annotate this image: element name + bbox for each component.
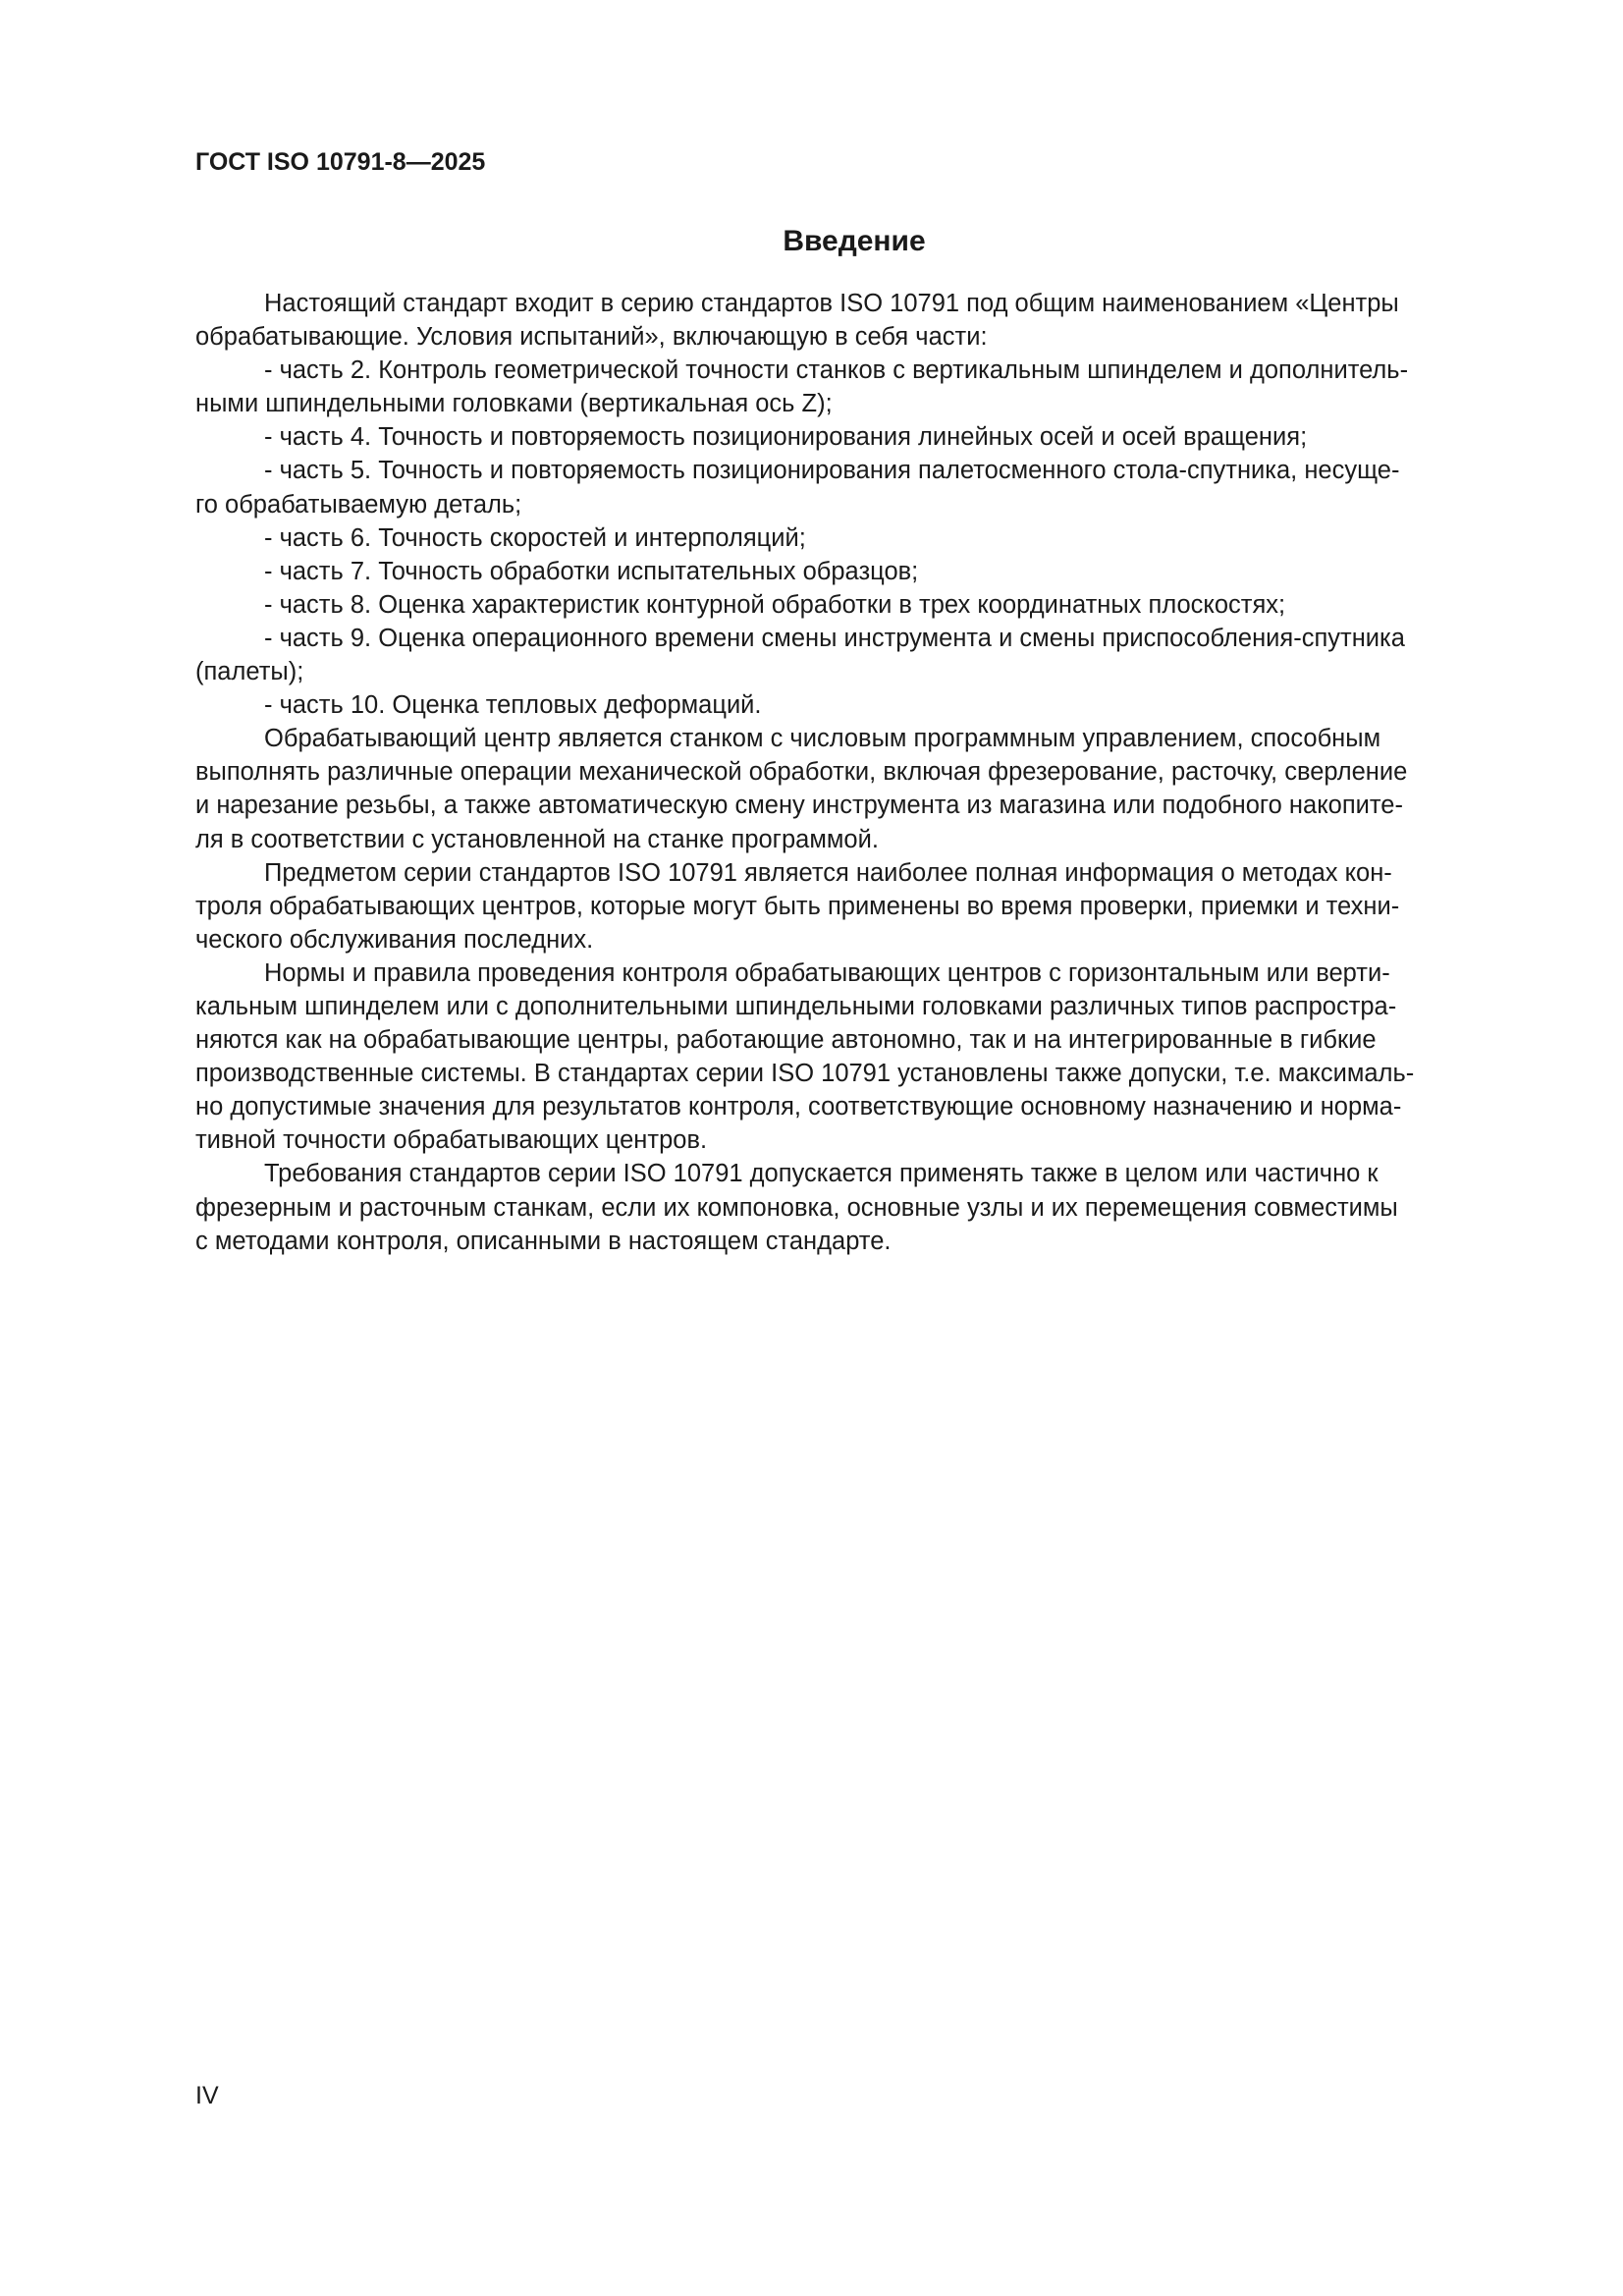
list-item-line: - часть 5. Точность и повторяемость позиционирования палетосменного стола-спутника, несуще-: [264, 457, 1400, 485]
text-line: но допустимые значения для результатов контроля, соответствующие основному назначению и норма-: [195, 1093, 1402, 1121]
text-line: фрезерным и расточным станкам, если их компоновка, основные узлы и их перемещения совместимы: [195, 1193, 1398, 1222]
text-line: выполнять различные операции механической обработки, включая фрезерование, расточку, сверление: [195, 758, 1408, 787]
list-item-line: - часть 9. Оценка операционного времени смены инструмента и смены приспособления-спутника: [264, 624, 1405, 652]
text-line: Настоящий стандарт входит в серию стандартов ISO 10791 под общим наименованием «Центры: [264, 290, 1399, 317]
list-item-line: - часть 7. Точность обработки испытательных образцов;: [264, 557, 919, 585]
section-title: Введение: [783, 225, 926, 257]
text-line: тивной точности обрабатывающих центров.: [195, 1126, 708, 1155]
introduction-body: [195, 287, 1512, 1258]
text-line: ческого обслуживания последних.: [195, 925, 594, 954]
document-designation: ГОСТ ISO 10791-8—2025: [195, 148, 486, 176]
text-line: с методами контроля, описанными в настоящем стандарте.: [195, 1227, 892, 1255]
text-line: кальным шпинделем или с дополнительными шпиндельными головками различных типов распростра-: [195, 992, 1397, 1020]
list-item-line: - часть 6. Точность скоростей и интерполяций;: [264, 523, 806, 552]
text-line: троля обрабатывающих центров, которые могут быть применены во время проверки, приемки и техни-: [195, 892, 1400, 920]
text-line: няются как на обрабатывающие центры, работающие автономно, так и на интегрированные в гибкие: [195, 1026, 1377, 1055]
text-line: ными шпиндельными головками (вертикальная ось Z);: [195, 390, 833, 418]
text-line: Требования стандартов серии ISO 10791 допускается применять также в целом или частично к: [264, 1160, 1379, 1188]
text-line: производственные системы. В стандартах серии ISO 10791 установлены также допуски, т.е. максималь-: [195, 1060, 1415, 1088]
list-item-line: - часть 8. Оценка характеристик контурной обработки в трех координатных плоскостях;: [264, 590, 1286, 619]
text-line: и нарезание резьбы, а также автоматическую смену инструмента из магазина или подобного накопите-: [195, 792, 1403, 820]
text-line: го обрабатываемую деталь;: [195, 490, 522, 519]
page-number: IV: [195, 2082, 219, 2109]
text-line: Обрабатывающий центр является станком с числовым программным управлением, способным: [264, 725, 1381, 753]
text-line: обрабатывающие. Условия испытаний», включающую в себя части:: [195, 323, 988, 352]
list-item-line: - часть 10. Оценка тепловых деформаций.: [264, 691, 762, 720]
text-line: Предметом серии стандартов ISO 10791 является наиболее полная информация о методах кон-: [264, 858, 1392, 887]
text-line: Нормы и правила проведения контроля обрабатывающих центров с горизонтальным или верти-: [264, 958, 1390, 987]
text-line: (палеты);: [195, 658, 304, 686]
list-item-line: - часть 2. Контроль геометрической точности станков с вертикальным шпинделем и дополнитель-: [264, 356, 1409, 385]
list-item-line: - часть 4. Точность и повторяемость позиционирования линейных осей и осей вращения;: [264, 423, 1308, 452]
text-line: ля в соответствии с установленной на станке программой.: [195, 825, 879, 853]
